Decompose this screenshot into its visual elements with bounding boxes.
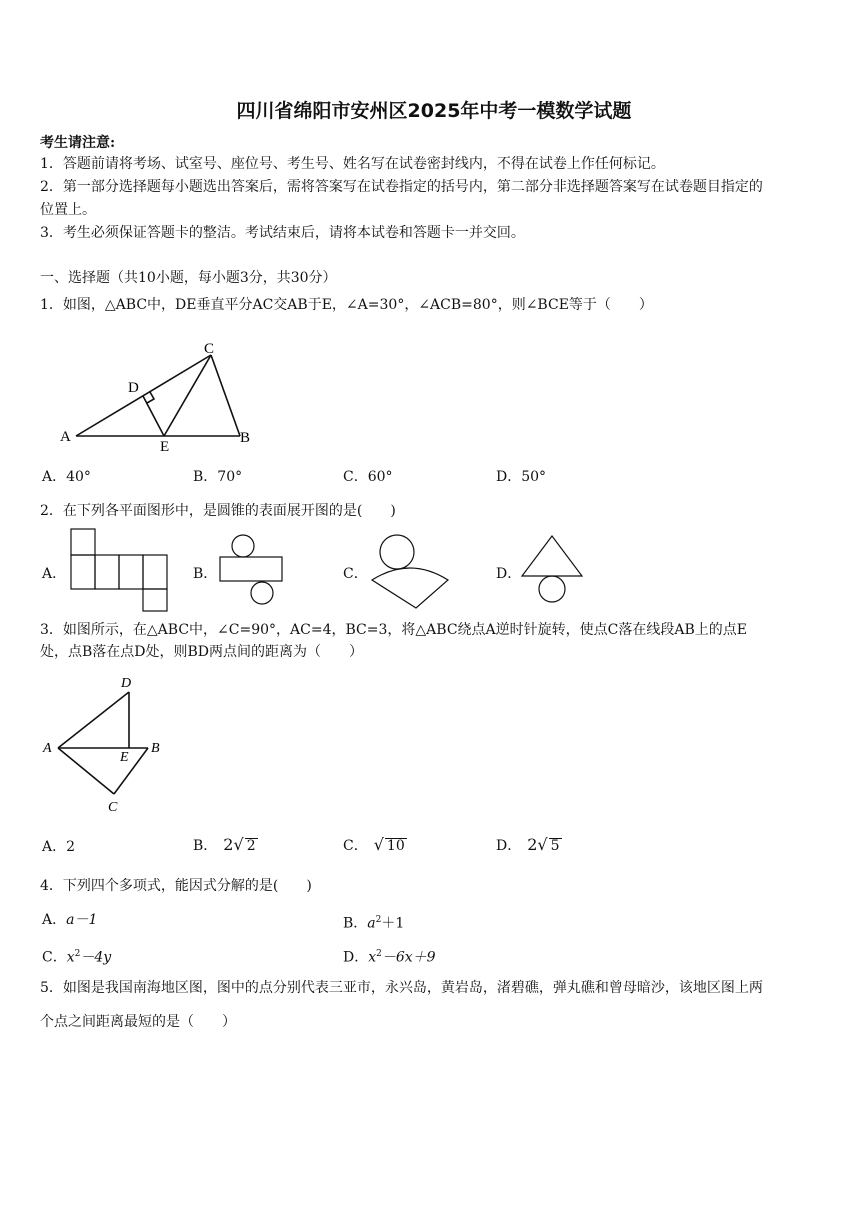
question-3-stem-line-1: 3．如图所示，在△ABC中，∠C=90°，AC=4，BC=3，将△ABC绕点A逆时针旋转，使点C落在线段AB上的点E xyxy=(40,622,747,638)
cylinder-net-figure xyxy=(216,533,286,608)
notice-item-3: 3．考生必须保证答题卡的整洁。考试结束后，请将本试卷和答题卡一并交回。 xyxy=(40,225,525,241)
question-1-stem: 1．如图，△ABC中，DE垂直平分AC交AB于E，∠A=30°，∠ACB=80°，则∠BCE等于（ ） xyxy=(40,297,653,313)
segment-ac xyxy=(76,355,211,436)
notice-item-2: 2．第一部分选择题每小题选出答案后，需将答案写在试卷指定的括号内，第二部分非选择题答案写在试卷题目指定的 xyxy=(40,179,763,195)
question-1-option-b: B．70° xyxy=(193,469,243,485)
notice-item-1: 1．答题前请将考场、试室号、座位号、考生号、姓名写在试卷密封线内，不得在试卷上作任何标记。 xyxy=(40,156,665,172)
question-3-figure xyxy=(38,672,170,816)
question-4-option-b: B．$a^2+1$ xyxy=(343,915,405,932)
label-d: D xyxy=(128,380,139,396)
question-3-option-b: B． 2√ 2 xyxy=(193,835,256,854)
prism-net-figure xyxy=(68,526,172,614)
label-a: A xyxy=(43,741,52,756)
cone-net-figure xyxy=(368,532,454,612)
label-b: B xyxy=(151,741,160,756)
question-4-stem: 4．下列四个多项式，能因式分解的是( ) xyxy=(40,878,312,894)
segment-de xyxy=(143,396,164,436)
notice-heading: 考生请注意: xyxy=(40,135,116,151)
question-1-option-c: C．60° xyxy=(343,469,393,485)
label-a: A xyxy=(60,429,71,445)
label-d: D xyxy=(121,676,132,691)
label-e: E xyxy=(160,439,170,453)
question-4-option-c: C．$x^2-4y$ xyxy=(42,949,112,966)
question-3-stem-line-2: 处，点B落在点D处，则BD两点间的距离为（ ） xyxy=(40,644,364,660)
question-5-line-2: 个点之间距离最短的是（ ） xyxy=(40,1014,236,1030)
question-4-option-a: A．a－1 xyxy=(42,912,98,928)
label-b: B xyxy=(240,430,251,446)
notice-item-2-cont: 位置上。 xyxy=(40,202,96,218)
segment-cb xyxy=(211,355,240,436)
label-c: C xyxy=(204,341,215,357)
label-e: E xyxy=(120,750,129,765)
question-1-figure xyxy=(58,338,258,453)
section-heading: 一、选择题（共10小题，每小题3分，共30分） xyxy=(40,270,337,286)
question-4-option-d: D．$x^2-6x+9$ xyxy=(343,949,436,966)
question-1-option-d: D．50° xyxy=(496,469,547,485)
question-2-option-d: D． xyxy=(496,566,522,582)
question-3-option-d: D． 2√ 5 xyxy=(496,835,560,854)
question-5-line-1: 5．如图是我国南海地区图，图中的点分别代表三亚市，永兴岛，黄岩岛，渚碧礁，弹丸礁和曾母暗沙，该地区图上两 xyxy=(40,980,763,996)
segment-ce xyxy=(164,355,211,436)
question-2-option-b: B． xyxy=(193,566,218,582)
page-title: 四川省绵阳市安州区2025年中考一模数学试题 xyxy=(236,100,632,122)
label-c: C xyxy=(108,800,118,815)
question-2-option-c: C． xyxy=(343,566,368,582)
question-3-option-a: A．2 xyxy=(42,839,76,855)
question-2-option-a: A． xyxy=(42,566,67,582)
triangle-circle-figure xyxy=(518,532,588,610)
question-3-option-c: C． √ 10 xyxy=(343,835,405,854)
question-2-stem: 2．在下列各平面图形中，是圆锥的表面展开图的是( ) xyxy=(40,503,396,519)
question-1-option-a: A．40° xyxy=(42,469,91,485)
